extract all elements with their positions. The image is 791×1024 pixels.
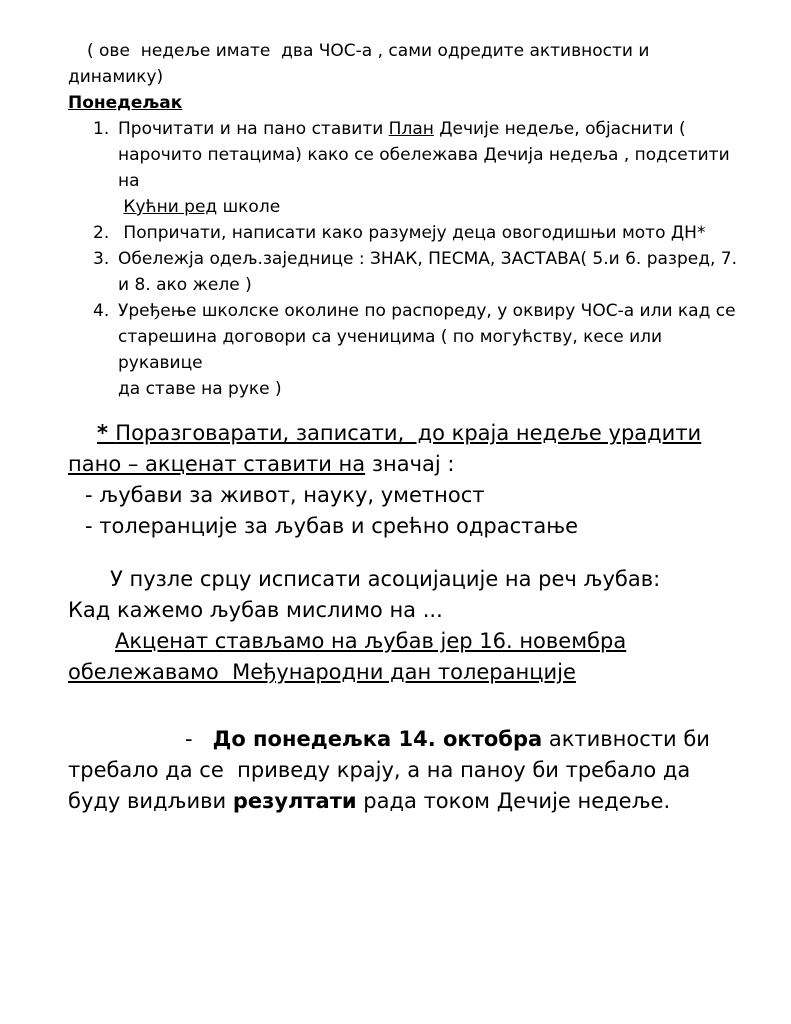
- task-item-1: [68, 116, 745, 220]
- task-item-3: [68, 246, 745, 298]
- task-number: 3.: [93, 249, 110, 269]
- task-text: Обележја одељ.заједнице : ЗНАК, ПЕСМА, ЗАСТАВА( 5.и 6. разред, 7. и 8. ако желе ): [118, 249, 737, 295]
- puzzle-note: У пузле срцу исписати асоцијације на реч љубав: Кад кажемо љубав мислимо на ...: [68, 567, 661, 622]
- deadline-note: - До понедељка 14. октобра активности би требало да се приведу крају, а на паноу би требало да буду видљиви резултати рада током Дечије недеље.: [68, 727, 710, 813]
- task-number: 2.: [93, 223, 110, 243]
- task-text: Попричати, написати како разумеју деца овогодишњи мото ДН*: [118, 223, 706, 243]
- task-text: Уређење школске околине по распореду, у оквиру ЧОС-а или кад се старешина договори са ученицима ( по могућству, кесе или рукавице да ставе на руке ): [118, 301, 736, 399]
- task-item-4: [68, 298, 745, 402]
- task-text: Прочитати и на пано ставити План Дечије недеље, објаснити ( нарочито петацима) како се обележава Дечија недеља , подсетити на Кућни ред школе: [118, 119, 741, 217]
- day-heading: Понедељак: [68, 93, 183, 113]
- task-item-2: [68, 220, 745, 246]
- focus-list: [85, 480, 745, 542]
- pano-note: * Поразговарати, записати, до краја недеље урадити пано – акценат ставити на значај :: [68, 421, 702, 476]
- intro-note: ( ове недеље имате два ЧОС-а , сами одредите активности и динамику): [68, 41, 655, 87]
- focus-item-tolerance: - толеранције за љубав и срећно одрастање: [85, 514, 578, 538]
- task-list: [68, 116, 745, 402]
- accent-note: Акценат стављамо на љубав јер 16. новембра обележавамо Међународни дан толеранције: [68, 629, 627, 684]
- focus-item-love-life: - љубави за живот, науку, уметност: [85, 483, 485, 507]
- task-number: 1.: [93, 119, 110, 139]
- task-number: 4.: [93, 301, 110, 321]
